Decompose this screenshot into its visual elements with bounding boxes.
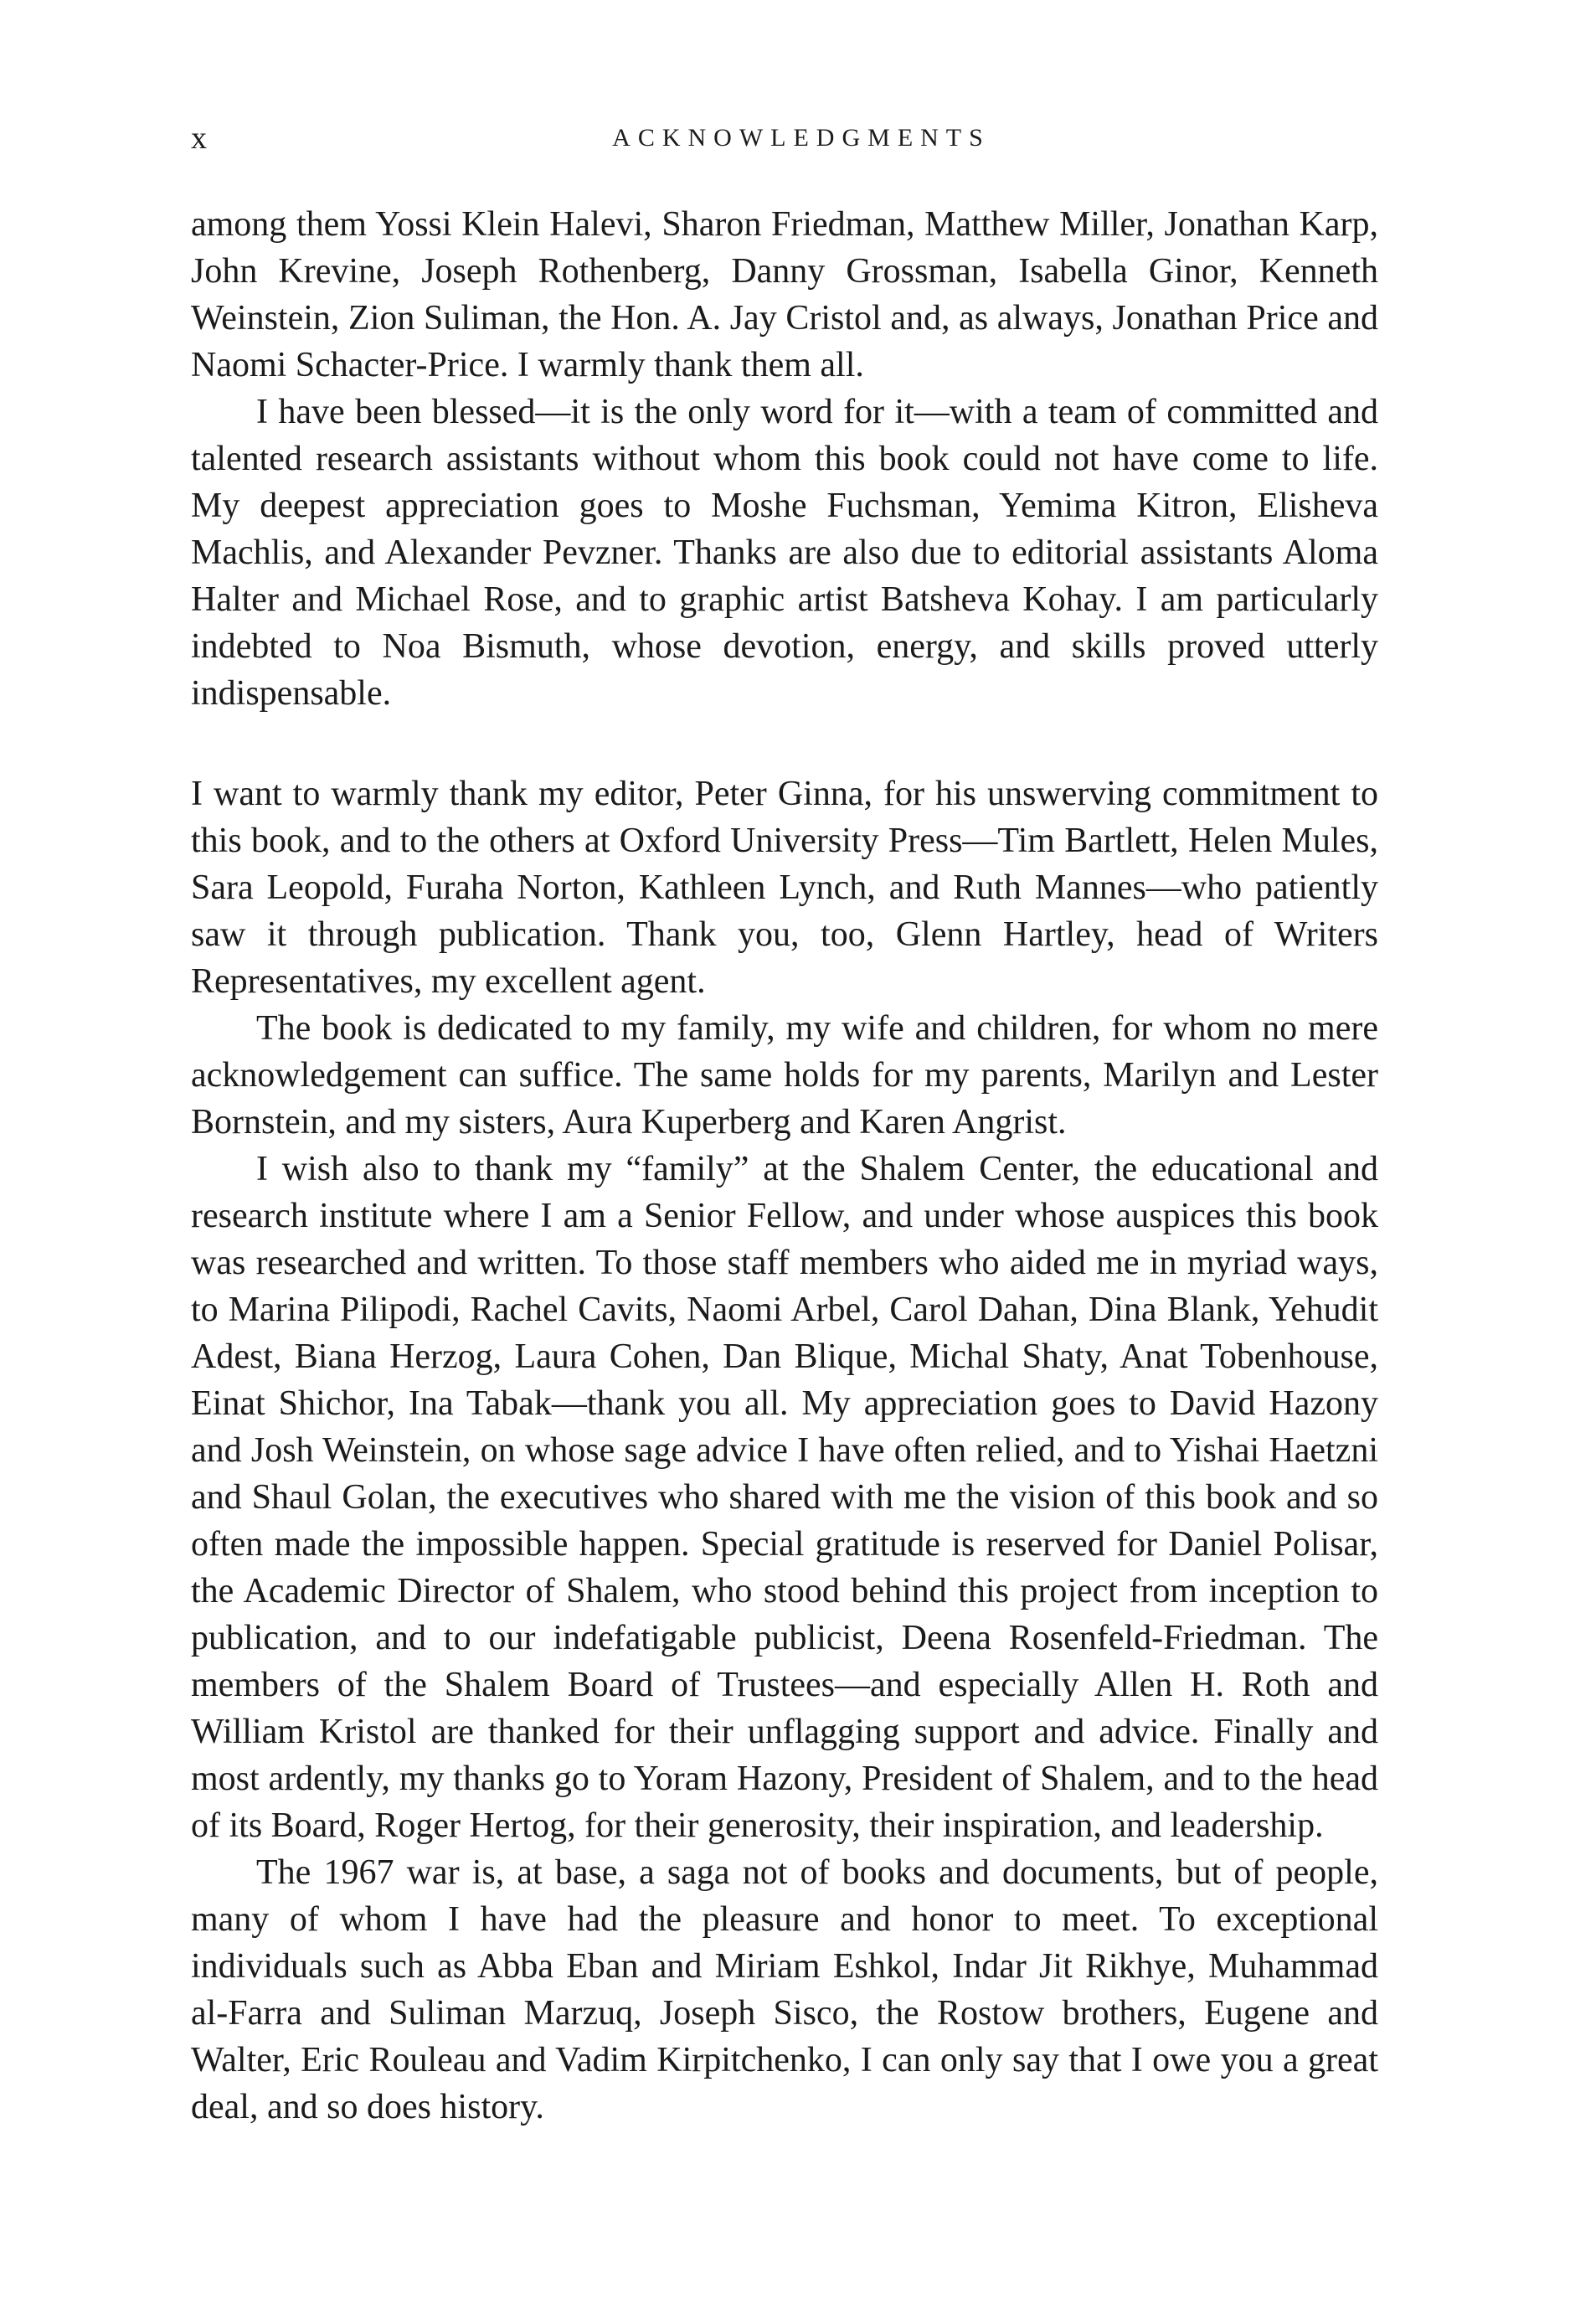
paragraph-editor: I want to warmly thank my editor, Peter Ginna, for his unswerving commitment to this book, and to the others at Oxford University Press—Tim Bartlett, Helen Mules, Sara Leopold, Furaha Norton, Kathleen Lynch, and Ruth Mannes—who patiently saw it through publication. Thank you, too, Glenn Hartley, head of Writers Representatives, my excellent agent.	[191, 775, 1378, 1001]
running-head-title: ACKNOWLEDGMENTS	[612, 124, 991, 152]
paragraph-shalem-center: I wish also to thank my “family” at the Shalem Center, the educational and research institute where I am a Senior Fellow, and under whose auspices this book was researched and written. To those staff members who aided me in myriad ways, to Marina Pilipodi, Rachel Cavits, Naomi Arbel, Carol Dahan, Dina Blank, Yehudit Adest, Biana Herzog, Laura Cohen, Dan Blique, Michal Shaty, Anat Tobenhouse, Einat Shichor, Ina Tabak—thank you all. My appreciation goes to David Hazony and Josh Weinstein, on whose sage advice I have often relied, and to Yishai Haetzni and Shaul Golan, the executives who shared with me the vision of this book and so often made the impossible happen. Special gratitude is reserved for Daniel Polisar, the Academic Director of Shalem, who stood behind this project from inception to publication, and to our indefatigable publicist, Deena Rosenfeld-Friedman. The members of the Shalem Board of Trustees—and especially Allen H. Roth and William Kristol are thanked for their unflagging support and advice. Finally and most ardently, my thanks go to Yoram Hazony, President of Shalem, and to the head of its Board, Roger Hertog, for their generosity, their inspiration, and leadership.	[191, 1150, 1378, 1845]
body-text	[191, 201, 1378, 2131]
running-head	[191, 117, 1378, 159]
paragraph-research-assistants: I have been blessed—it is the only word for it—with a team of committed and talented research assistants without whom this book could not have come to life. My deepest appreciation goes to Moshe Fuchsman, Yemima Kitron, Elisheva Machlis, and Alexander Pevzner. Thanks are also due to editorial assistants Aloma Halter and Michael Rose, and to graphic artist Batsheva Kohay. I am particularly indebted to Noa Bismuth, whose devotion, energy, and skills proved utterly indispensable.	[191, 393, 1378, 713]
paragraph-dedication: The book is dedicated to my family, my wife and children, for whom no mere acknowledgement can suffice. The same holds for my parents, Marilyn and Lester Bornstein, and my sisters, Aura Kuperberg and Karen Angrist.	[191, 1009, 1378, 1141]
page-number: x	[191, 121, 207, 156]
paragraph-continued: among them Yossi Klein Halevi, Sharon Friedman, Matthew Miller, Jonathan Karp, John Krevine, Joseph Rothenberg, Danny Grossman, Isabella Ginor, Kenneth Weinstein, Zion Suliman, the Hon. A. Jay Cristol and, as always, Jonathan Price and Naomi Schacter-Price. I warmly thank them all.	[191, 205, 1378, 384]
paragraph-1967-war: The 1967 war is, at base, a saga not of books and documents, but of people, many of whom I have had the pleasure and honor to meet. To exceptional individuals such as Abba Eban and Miriam Eshkol, Indar Jit Rikhye, Muhammad al-Farra and Suliman Marzuq, Joseph Sisco, the Rostow brothers, Eugene and Walter, Eric Rouleau and Vadim Kirpitchenko, I can only say that I owe you a great deal, and so does history.	[191, 1853, 1378, 2126]
